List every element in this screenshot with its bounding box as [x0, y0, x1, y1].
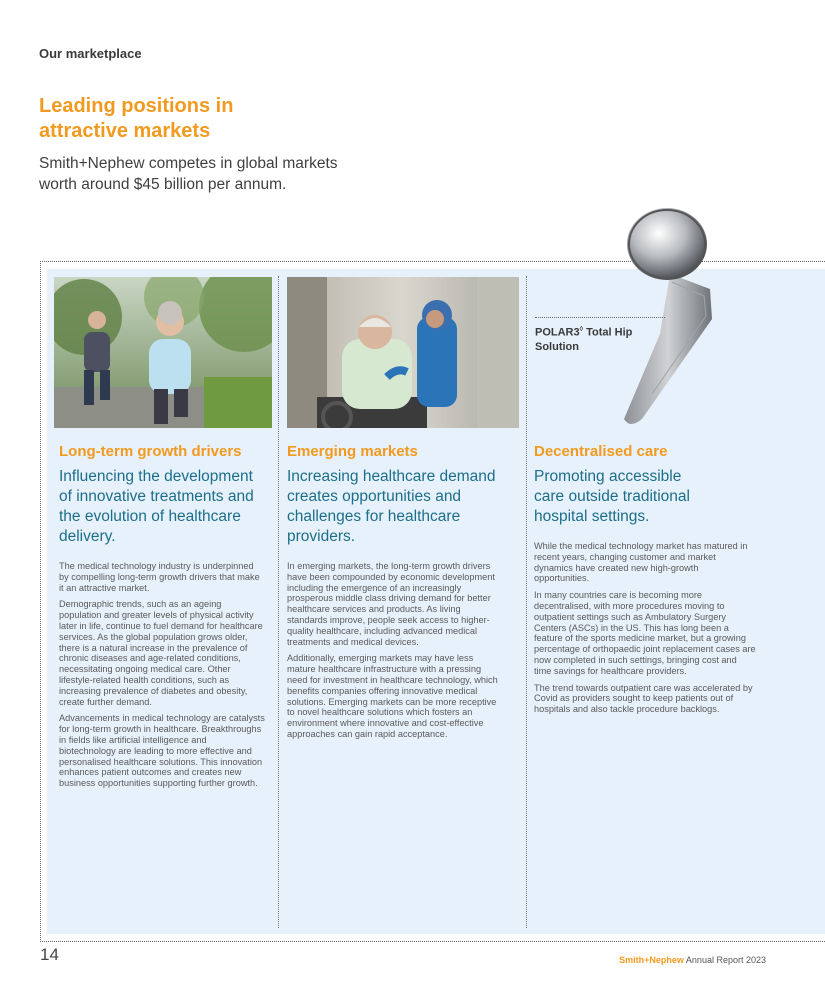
- photo-runners: [54, 277, 272, 428]
- column-title: Long-term growth drivers: [59, 443, 242, 460]
- column-paragraph: Demographic trends, such as an ageing population and greater levels of physical activity later in life, continue to fuel demand for healthcare services. As the global population grows older, there is a natural increase in the prevalence of chronic diseases and age-related conditions, necessitating ongoing medical care. Other lifestyle-related health conditions, such as increasing prevalence of diabetes and obesity, create further demand.: [59, 599, 263, 707]
- column-subtitle: Influencing the development of innovative treatments and the evolution of healthcare delivery.: [59, 468, 254, 545]
- intro-text: Smith+Nephew competes in global markets worth around $45 billion per annum.: [39, 155, 338, 193]
- column-divider: [278, 276, 279, 928]
- section-label: Our marketplace: [39, 46, 142, 61]
- column-long-term-growth: [59, 443, 265, 795]
- column-decentralised-care: [534, 443, 756, 721]
- column-paragraph: The medical technology industry is underpinned by compelling long-term growth drivers that make it an attractive market.: [59, 561, 260, 593]
- column-paragraph: In emerging markets, the long-term growth drivers have been compounded by economic development including the emergence of an increasingly prosperous middle class driving demand for better healthcare services and products. As living standards improve, people seek access to higher-quality healthcare, including advanced medical treatments and medical devices.: [287, 561, 495, 647]
- column-paragraph: The trend towards outpatient care was accelerated by Covid as providers sought to keep patients out of hospitals and also tackle procedure backlogs.: [534, 682, 753, 715]
- column-paragraph: In many countries care is becoming more decentralised, with more procedures moving to outpatient settings such as Ambulatory Surgery Centers (ASCs) in the US. This has long been a feature of the sports medicine market, but a growing percentage of orthopaedic joint replacement cases are now completed in such settings, bringing cost and time savings for healthcare providers.: [534, 590, 756, 676]
- product-trademark: ◊: [579, 326, 584, 333]
- column-paragraph: While the medical technology market has matured in recent years, changing customer and market dynamics have created new high-growth opportunities.: [534, 541, 748, 584]
- product-name: POLAR3: [535, 326, 580, 339]
- page-headline: Leading positions in attractive markets: [39, 95, 234, 142]
- column-title: Decentralised care: [534, 443, 668, 460]
- product-label: [535, 317, 665, 354]
- footer-brand: Smith+Nephew: [619, 955, 684, 965]
- footer-report: Annual Report 2023: [683, 955, 766, 965]
- photo-nurse-patient: [287, 277, 519, 428]
- column-subtitle: Promoting accessible care outside traditional hospital settings.: [534, 468, 690, 525]
- column-divider: [526, 276, 527, 928]
- page-number: 14: [40, 945, 59, 964]
- column-paragraph: Additionally, emerging markets may have less mature healthcare infrastructure with a pressing need for investment in healthcare technology, which benefits companies offering innovative medical solutions. Emerging markets can be more receptive to novel healthcare solutions which fosters an environment where innovative and cost-effective approaches can gain rapid acceptance.: [287, 653, 498, 739]
- column-emerging-markets: [287, 443, 501, 746]
- footer-report-title: [619, 955, 766, 965]
- column-paragraph: Advancements in medical technology are catalysts for long-term growth in healthcare. Breakthroughs in fields like artificial intelligence and biotechnology are leading to more effective and personalised healthcare solutions. This innovation enhances patient outcomes and creates new business opportunities supporting further growth.: [59, 713, 265, 789]
- column-title: Emerging markets: [287, 443, 418, 460]
- column-subtitle: Increasing healthcare demand creates opportunities and challenges for healthcare providers.: [287, 468, 496, 545]
- product-suffix: Total Hip Solution: [535, 326, 633, 353]
